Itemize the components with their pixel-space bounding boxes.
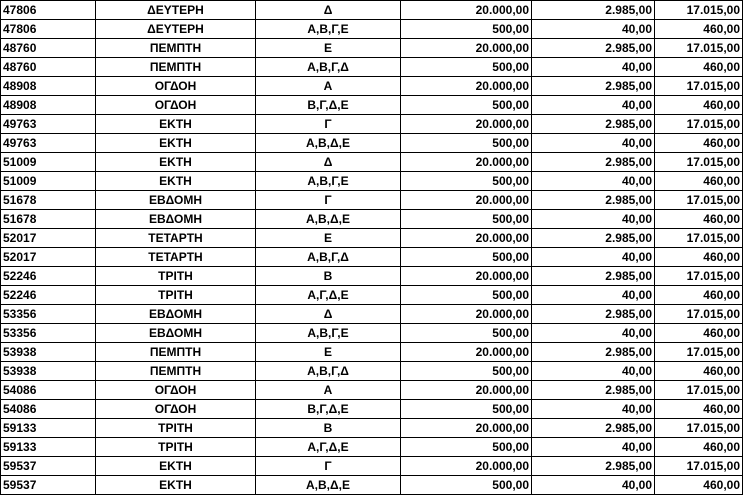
net-amount-cell: 460,00 (655, 20, 743, 39)
category-cell: Δ (256, 305, 401, 324)
draw-day-cell: ΕΚΤΗ (96, 153, 256, 172)
tax-amount-cell: 40,00 (532, 20, 655, 39)
draw-day-cell: ΤΡΙΤΗ (96, 438, 256, 457)
net-amount-cell: 17.015,00 (655, 419, 743, 438)
category-cell: Α,Β,Γ,Δ (256, 362, 401, 381)
table-row (1, 362, 743, 381)
tax-amount-cell: 40,00 (532, 362, 655, 381)
draw-day-cell: ΕΒΔΟΜΗ (96, 324, 256, 343)
gross-amount-cell: 500,00 (401, 324, 532, 343)
table-row (1, 438, 743, 457)
table-row (1, 20, 743, 39)
draw-day-cell: ΕΚΤΗ (96, 457, 256, 476)
category-cell: Β,Γ,Δ,Ε (256, 96, 401, 115)
category-cell: Α,Β,Γ,Δ (256, 58, 401, 77)
tax-amount-cell: 2.985,00 (532, 229, 655, 248)
gross-amount-cell: 500,00 (401, 476, 532, 495)
draw-day-cell: ΟΓΔΟΗ (96, 381, 256, 400)
gross-amount-cell: 20.000,00 (401, 1, 532, 20)
tax-amount-cell: 2.985,00 (532, 191, 655, 210)
tax-amount-cell: 40,00 (532, 210, 655, 229)
gross-amount-cell: 500,00 (401, 286, 532, 305)
gross-amount-cell: 20.000,00 (401, 229, 532, 248)
net-amount-cell: 460,00 (655, 58, 743, 77)
table-row (1, 172, 743, 191)
net-amount-cell: 460,00 (655, 172, 743, 191)
gross-amount-cell: 20.000,00 (401, 381, 532, 400)
gross-amount-cell: 20.000,00 (401, 191, 532, 210)
category-cell: Α (256, 77, 401, 96)
table-row (1, 210, 743, 229)
gross-amount-cell: 500,00 (401, 400, 532, 419)
draw-day-cell: ΠΕΜΠΤΗ (96, 362, 256, 381)
tax-amount-cell: 40,00 (532, 400, 655, 419)
gross-amount-cell: 20.000,00 (401, 115, 532, 134)
draw-day-cell: ΕΒΔΟΜΗ (96, 210, 256, 229)
draw-day-cell: ΕΚΤΗ (96, 134, 256, 153)
tax-amount-cell: 2.985,00 (532, 305, 655, 324)
gross-amount-cell: 500,00 (401, 134, 532, 153)
table-row (1, 476, 743, 495)
ticket-number-cell: 52017 (1, 229, 96, 248)
gross-amount-cell: 20.000,00 (401, 77, 532, 96)
ticket-number-cell: 59133 (1, 438, 96, 457)
tax-amount-cell: 2.985,00 (532, 457, 655, 476)
draw-day-cell: ΠΕΜΠΤΗ (96, 39, 256, 58)
table-row (1, 58, 743, 77)
table-row (1, 400, 743, 419)
table-row (1, 153, 743, 172)
ticket-number-cell: 53356 (1, 324, 96, 343)
category-cell: Β (256, 419, 401, 438)
table-row (1, 267, 743, 286)
category-cell: Ε (256, 229, 401, 248)
gross-amount-cell: 500,00 (401, 172, 532, 191)
draw-day-cell: ΤΡΙΤΗ (96, 419, 256, 438)
gross-amount-cell: 20.000,00 (401, 343, 532, 362)
table-row (1, 286, 743, 305)
ticket-number-cell: 52246 (1, 286, 96, 305)
net-amount-cell: 17.015,00 (655, 77, 743, 96)
table-row (1, 191, 743, 210)
table-row (1, 77, 743, 96)
net-amount-cell: 460,00 (655, 210, 743, 229)
draw-day-cell: ΟΓΔΟΗ (96, 400, 256, 419)
tax-amount-cell: 2.985,00 (532, 1, 655, 20)
tax-amount-cell: 2.985,00 (532, 115, 655, 134)
ticket-number-cell: 53938 (1, 343, 96, 362)
category-cell: Δ (256, 153, 401, 172)
category-cell: Ε (256, 39, 401, 58)
tax-amount-cell: 2.985,00 (532, 267, 655, 286)
gross-amount-cell: 500,00 (401, 438, 532, 457)
category-cell: Δ (256, 1, 401, 20)
net-amount-cell: 460,00 (655, 324, 743, 343)
ticket-number-cell: 59133 (1, 419, 96, 438)
category-cell: Α,Β,Γ,Ε (256, 20, 401, 39)
draw-day-cell: ΔΕΥΤΕΡΗ (96, 1, 256, 20)
ticket-number-cell: 48760 (1, 58, 96, 77)
gross-amount-cell: 500,00 (401, 58, 532, 77)
category-cell: Α,Β,Δ,Ε (256, 476, 401, 495)
draw-day-cell: ΟΓΔΟΗ (96, 96, 256, 115)
category-cell: Α,Β,Γ,Ε (256, 324, 401, 343)
net-amount-cell: 460,00 (655, 362, 743, 381)
category-cell: Β,Γ,Δ,Ε (256, 400, 401, 419)
ticket-number-cell: 51678 (1, 191, 96, 210)
category-cell: Ε (256, 343, 401, 362)
net-amount-cell: 17.015,00 (655, 115, 743, 134)
tax-amount-cell: 2.985,00 (532, 77, 655, 96)
draw-day-cell: ΕΒΔΟΜΗ (96, 191, 256, 210)
ticket-number-cell: 47806 (1, 20, 96, 39)
net-amount-cell: 460,00 (655, 96, 743, 115)
net-amount-cell: 460,00 (655, 248, 743, 267)
table-row (1, 134, 743, 153)
ticket-number-cell: 52246 (1, 267, 96, 286)
gross-amount-cell: 500,00 (401, 362, 532, 381)
tax-amount-cell: 2.985,00 (532, 381, 655, 400)
table-row (1, 96, 743, 115)
category-cell: Α,Β,Γ,Ε (256, 172, 401, 191)
category-cell: Α,Β,Γ,Δ (256, 248, 401, 267)
tax-amount-cell: 40,00 (532, 172, 655, 191)
ticket-number-cell: 49763 (1, 115, 96, 134)
draw-day-cell: ΤΕΤΑΡΤΗ (96, 229, 256, 248)
net-amount-cell: 17.015,00 (655, 1, 743, 20)
tax-amount-cell: 2.985,00 (532, 343, 655, 362)
ticket-number-cell: 48908 (1, 77, 96, 96)
category-cell: Γ (256, 191, 401, 210)
ticket-number-cell: 51009 (1, 153, 96, 172)
tax-amount-cell: 2.985,00 (532, 419, 655, 438)
net-amount-cell: 17.015,00 (655, 343, 743, 362)
table-row (1, 324, 743, 343)
net-amount-cell: 17.015,00 (655, 381, 743, 400)
net-amount-cell: 460,00 (655, 438, 743, 457)
net-amount-cell: 17.015,00 (655, 305, 743, 324)
ticket-number-cell: 47806 (1, 1, 96, 20)
gross-amount-cell: 500,00 (401, 248, 532, 267)
net-amount-cell: 17.015,00 (655, 457, 743, 476)
ticket-number-cell: 53938 (1, 362, 96, 381)
tax-amount-cell: 40,00 (532, 476, 655, 495)
gross-amount-cell: 20.000,00 (401, 305, 532, 324)
table-row (1, 229, 743, 248)
draw-day-cell: ΔΕΥΤΕΡΗ (96, 20, 256, 39)
gross-amount-cell: 500,00 (401, 210, 532, 229)
gross-amount-cell: 20.000,00 (401, 457, 532, 476)
tax-amount-cell: 2.985,00 (532, 39, 655, 58)
ticket-number-cell: 52017 (1, 248, 96, 267)
ticket-number-cell: 51678 (1, 210, 96, 229)
draw-day-cell: ΤΕΤΑΡΤΗ (96, 248, 256, 267)
draw-day-cell: ΠΕΜΠΤΗ (96, 343, 256, 362)
gross-amount-cell: 500,00 (401, 96, 532, 115)
ticket-number-cell: 54086 (1, 400, 96, 419)
gross-amount-cell: 20.000,00 (401, 39, 532, 58)
gross-amount-cell: 20.000,00 (401, 419, 532, 438)
tax-amount-cell: 40,00 (532, 438, 655, 457)
net-amount-cell: 17.015,00 (655, 267, 743, 286)
table-row (1, 115, 743, 134)
draw-day-cell: ΕΒΔΟΜΗ (96, 305, 256, 324)
draw-day-cell: ΕΚΤΗ (96, 172, 256, 191)
tax-amount-cell: 40,00 (532, 58, 655, 77)
table-row (1, 1, 743, 20)
table-row (1, 419, 743, 438)
ticket-number-cell: 48760 (1, 39, 96, 58)
category-cell: Β (256, 267, 401, 286)
table-row (1, 248, 743, 267)
category-cell: Α,Γ,Δ,Ε (256, 438, 401, 457)
ticket-number-cell: 59537 (1, 476, 96, 495)
ticket-number-cell: 54086 (1, 381, 96, 400)
net-amount-cell: 460,00 (655, 134, 743, 153)
tax-amount-cell: 40,00 (532, 134, 655, 153)
ticket-number-cell: 51009 (1, 172, 96, 191)
table-row (1, 39, 743, 58)
table-row (1, 381, 743, 400)
net-amount-cell: 17.015,00 (655, 191, 743, 210)
category-cell: Α,Γ,Δ,Ε (256, 286, 401, 305)
tax-amount-cell: 2.985,00 (532, 153, 655, 172)
draw-day-cell: ΠΕΜΠΤΗ (96, 58, 256, 77)
tax-amount-cell: 40,00 (532, 96, 655, 115)
ticket-number-cell: 49763 (1, 134, 96, 153)
gross-amount-cell: 20.000,00 (401, 153, 532, 172)
category-cell: Γ (256, 115, 401, 134)
net-amount-cell: 460,00 (655, 400, 743, 419)
tax-amount-cell: 40,00 (532, 286, 655, 305)
gross-amount-cell: 500,00 (401, 20, 532, 39)
net-amount-cell: 17.015,00 (655, 39, 743, 58)
category-cell: Α,Β,Δ,Ε (256, 134, 401, 153)
ticket-number-cell: 53356 (1, 305, 96, 324)
results-table-body (1, 1, 743, 495)
ticket-number-cell: 48908 (1, 96, 96, 115)
tax-amount-cell: 40,00 (532, 324, 655, 343)
net-amount-cell: 17.015,00 (655, 229, 743, 248)
category-cell: Α,Β,Δ,Ε (256, 210, 401, 229)
net-amount-cell: 17.015,00 (655, 153, 743, 172)
draw-day-cell: ΕΚΤΗ (96, 476, 256, 495)
category-cell: Γ (256, 457, 401, 476)
draw-day-cell: ΕΚΤΗ (96, 115, 256, 134)
draw-day-cell: ΤΡΙΤΗ (96, 286, 256, 305)
gross-amount-cell: 20.000,00 (401, 267, 532, 286)
category-cell: Α (256, 381, 401, 400)
table-row (1, 343, 743, 362)
ticket-number-cell: 59537 (1, 457, 96, 476)
draw-day-cell: ΤΡΙΤΗ (96, 267, 256, 286)
tax-amount-cell: 40,00 (532, 248, 655, 267)
net-amount-cell: 460,00 (655, 286, 743, 305)
table-row (1, 457, 743, 476)
table-row (1, 305, 743, 324)
net-amount-cell: 460,00 (655, 476, 743, 495)
draw-day-cell: ΟΓΔΟΗ (96, 77, 256, 96)
